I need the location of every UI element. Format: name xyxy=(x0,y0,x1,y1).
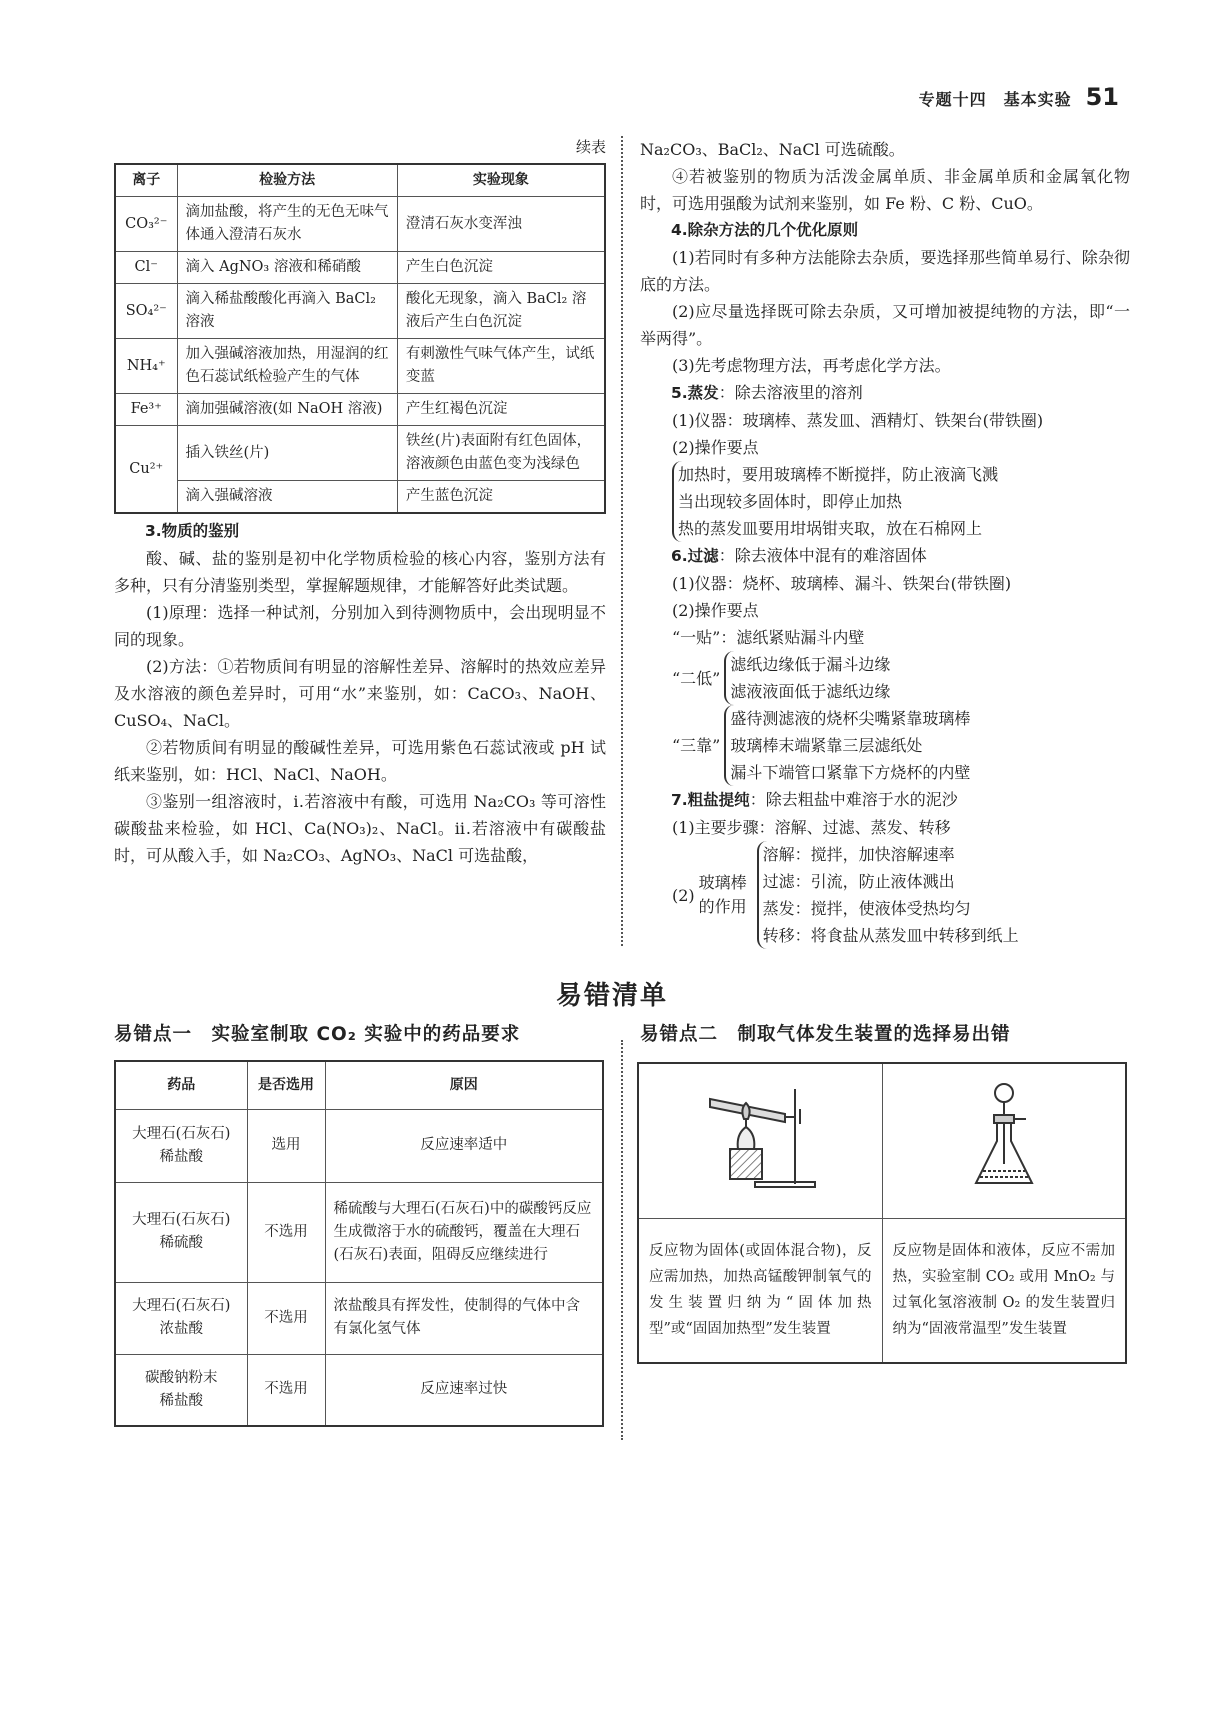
method-cell: 滴入 AgNO₃ 溶液和稀硝酸 xyxy=(177,252,397,284)
solid-liquid-description: 反应物是固体和液体，反应不需加热，实验室制 CO₂ 或用 MnO₂ 与过氧化氢溶液制 O₂ 的发生装置归纳为“固液常温型”发生装置 xyxy=(882,1218,1126,1363)
paragraph: (2)操作要点 xyxy=(672,438,759,457)
table-header-row xyxy=(115,164,605,197)
section-heading xyxy=(640,786,1130,814)
reason-cell: 浓盐酸具有挥发性，使制得的气体中含有氯化氢气体 xyxy=(325,1282,603,1354)
table-row xyxy=(115,1354,603,1426)
solid-liquid-apparatus-cell xyxy=(882,1063,1126,1218)
brace-group xyxy=(640,651,1130,705)
ion-cell: Cu²⁺ xyxy=(115,426,177,514)
use-cell: 选用 xyxy=(247,1109,325,1182)
heading-label: 6.过滤 xyxy=(671,547,719,565)
reason-cell: 反应速率适中 xyxy=(325,1109,603,1182)
ion-cell: Fe³⁺ xyxy=(115,394,177,426)
brace-item: 蒸发：搅拌，使液体受热均匀 xyxy=(762,899,971,918)
left-column xyxy=(114,136,606,869)
heading-text: ：除去粗盐中难溶于水的泥沙 xyxy=(749,790,958,809)
image-row xyxy=(638,1063,1126,1218)
section-title: 易错清单 xyxy=(555,981,668,1011)
paragraph: (2)操作要点 xyxy=(672,601,759,620)
page-number: 51 xyxy=(1085,83,1119,111)
header-result: 实验现象 xyxy=(397,164,605,197)
paragraph: ④若被鉴别的物质为活泼金属单质、非金属单质和金属氧化物时，可选用强酸为试剂来鉴别，如 Fe 粉、C 粉、CuO。 xyxy=(640,167,1130,213)
brace-item: 加热时，要用玻璃棒不断搅拌，防止液滴飞溅 xyxy=(678,465,999,484)
drug-cell: 碳酸钠粉末 稀盐酸 xyxy=(115,1354,247,1426)
paragraph: (1)仪器：玻璃棒、蒸发皿、酒精灯、铁架台(带铁圈) xyxy=(672,411,1044,430)
brace-item: 玻璃棒末端紧靠三层滤纸处 xyxy=(730,736,923,755)
topic-title: 专题十四 基本实验 xyxy=(918,90,1072,109)
paragraph: (2)方法：①若物质间有明显的溶解性差异、溶解时的热效应差异及水溶液的颜色差异时，可用“水”来鉴别，如：CaCO₃、NaOH、CuSO₄、NaCl。 xyxy=(114,657,606,730)
paragraph: (1)主要步骤：溶解、过滤、蒸发、转移 xyxy=(672,818,951,837)
paragraph: 酸、碱、盐的鉴别是初中化学物质检验的核心内容，鉴别方法有多种，只有分清鉴别类型，掌握解题规律，才能解答好此类试题。 xyxy=(114,549,606,595)
result-cell: 酸化无现象，滴入 BaCl₂ 溶液后产生白色沉淀 xyxy=(397,284,605,339)
heading-label: 7.粗盐提纯 xyxy=(671,791,750,809)
brace-item: 当出现较多固体时，即停止加热 xyxy=(678,492,903,511)
continued-label: 续表 xyxy=(575,138,606,156)
solid-liquid-apparatus-icon xyxy=(964,1079,1044,1199)
paragraph: ②若物质间有明显的酸碱性差异，可选用紫色石蕊试液或 pH 试纸来鉴别，如：HCl、NaCl、NaOH。 xyxy=(114,738,606,784)
table-row xyxy=(115,197,605,252)
error-point-1-title: 易错点一 实验室制取 CO₂ 实验中的药品要求 xyxy=(114,1024,521,1045)
result-cell: 有刺激性气味气体产生，试纸变蓝 xyxy=(397,339,605,394)
drug-cell: 大理石(石灰石) 稀盐酸 xyxy=(115,1109,247,1182)
table-row xyxy=(115,1182,603,1282)
column-divider xyxy=(621,1040,623,1440)
ion-cell: CO₃²⁻ xyxy=(115,197,177,252)
reason-cell: 稀硫酸与大理石(石灰石)中的碳酸钙反应生成微溶于水的硫酸钙，覆盖在大理石(石灰石)表面，阻碍反应继续进行 xyxy=(325,1182,603,1282)
drug-cell: 大理石(石灰石) 稀硫酸 xyxy=(115,1182,247,1282)
table-row xyxy=(115,1109,603,1182)
page-header xyxy=(919,83,1119,111)
method-cell: 滴加强碱溶液(如 NaOH 溶液) xyxy=(177,394,397,426)
ion-test-table xyxy=(114,163,606,514)
table-row xyxy=(115,1282,603,1354)
method-cell: 滴入强碱溶液 xyxy=(177,481,397,514)
right-column xyxy=(640,136,1130,949)
ion-cell: SO₄²⁻ xyxy=(115,284,177,339)
brace-number: (2) xyxy=(672,885,695,905)
section-heading xyxy=(640,542,1130,570)
brace-item: 过滤：引流，防止液体溅出 xyxy=(762,872,955,891)
result-cell: 澄清石灰水变浑浊 xyxy=(397,197,605,252)
paragraph: (1)仪器：烧杯、玻璃棒、漏斗、铁架台(带铁圈) xyxy=(672,574,1012,593)
result-cell: 产生白色沉淀 xyxy=(397,252,605,284)
reason-cell: 反应速率过快 xyxy=(325,1354,603,1426)
paragraph: (2)应尽量选择既可除去杂质，又可增加被提纯物的方法，即“一举两得”。 xyxy=(640,302,1130,348)
method-cell: 插入铁丝(片) xyxy=(177,426,397,481)
solid-heating-apparatus-icon xyxy=(700,1079,820,1199)
table-header-row xyxy=(115,1061,603,1109)
use-cell: 不选用 xyxy=(247,1354,325,1426)
table-row xyxy=(115,339,605,394)
heading-text: ：除去溶液里的溶剂 xyxy=(718,383,863,402)
brace-item: 热的蒸发皿要用坩埚钳夹取，放在石棉网上 xyxy=(678,519,983,538)
solid-heating-description: 反应物为固体(或固体混合物)，反应需加热，加热高锰酸钾制氧气的发生装置归纳为“固体加热型”或“固固加热型”发生装置 xyxy=(638,1218,882,1363)
paragraph: (1)原理：选择一种试剂，分别加入到待测物质中，会出现明显不同的现象。 xyxy=(114,603,606,649)
text-row xyxy=(638,1218,1126,1363)
use-cell: 不选用 xyxy=(247,1282,325,1354)
heading-text: ：除去液体中混有的难溶固体 xyxy=(718,546,927,565)
drug-cell: 大理石(石灰石) 浓盐酸 xyxy=(115,1282,247,1354)
brace-item: 盛待测滤液的烧杯尖嘴紧靠玻璃棒 xyxy=(730,709,971,728)
paragraph: Na₂CO₃、BaCl₂、NaCl 可选硫酸。 xyxy=(640,140,905,159)
brace-item: 滤液液面低于滤纸边缘 xyxy=(730,682,891,701)
table-row xyxy=(115,252,605,284)
paragraph: “一贴”：滤纸紧贴漏斗内壁 xyxy=(672,628,865,647)
table-row xyxy=(115,426,605,481)
header-reason: 原因 xyxy=(325,1061,603,1109)
result-cell: 铁丝(片)表面附有红色固体，溶液颜色由蓝色变为浅绿色 xyxy=(397,426,605,481)
method-cell: 滴加盐酸，将产生的无色无味气体通入澄清石灰水 xyxy=(177,197,397,252)
brace-item: 溶解：搅拌，加快溶解速率 xyxy=(762,845,955,864)
brace-item: 滤纸边缘低于漏斗边缘 xyxy=(730,655,891,674)
header-ion: 离子 xyxy=(115,164,177,197)
solid-heating-apparatus-cell xyxy=(638,1063,882,1218)
brace-label: “三靠” xyxy=(672,736,721,755)
brace-item: 转移：将食盐从蒸发皿中转移到纸上 xyxy=(762,926,1019,945)
result-cell: 产生蓝色沉淀 xyxy=(397,481,605,514)
header-use: 是否选用 xyxy=(247,1061,325,1109)
method-cell: 加入强碱溶液加热，用湿润的红色石蕊试纸检验产生的气体 xyxy=(177,339,397,394)
table-row xyxy=(115,284,605,339)
brace-label: “二低” xyxy=(672,668,721,688)
brace-group xyxy=(640,705,1130,786)
table-row xyxy=(115,394,605,426)
paragraph: (3)先考虑物理方法，再考虑化学方法。 xyxy=(672,356,951,375)
gas-apparatus-table xyxy=(637,1062,1127,1364)
brace-label: 玻璃棒的作用 xyxy=(698,873,747,916)
result-cell: 产生红褐色沉淀 xyxy=(397,394,605,426)
brace-item: 漏斗下端管口紧靠下方烧杯的内壁 xyxy=(730,763,971,782)
co2-reagent-table xyxy=(114,1060,604,1427)
section-heading: 3.物质的鉴别 xyxy=(145,522,240,540)
table-row xyxy=(115,481,605,514)
use-cell: 不选用 xyxy=(247,1182,325,1282)
method-cell: 滴入稀盐酸酸化再滴入 BaCl₂ 溶液 xyxy=(177,284,397,339)
column-divider xyxy=(621,136,623,946)
heading-label: 5.蒸发 xyxy=(671,384,719,402)
ion-cell: Cl⁻ xyxy=(115,252,177,284)
brace-group xyxy=(640,841,1130,949)
error-point-2-title: 易错点二 制取气体发生装置的选择易出错 xyxy=(640,1024,1011,1045)
section-heading: 4.除杂方法的几个优化原则 xyxy=(671,221,859,239)
brace-group xyxy=(640,461,1130,542)
header-drug: 药品 xyxy=(115,1061,247,1109)
ion-cell: NH₄⁺ xyxy=(115,339,177,394)
section-heading xyxy=(640,379,1130,407)
paragraph: (1)若同时有多种方法能除去杂质，要选择那些简单易行、除杂彻底的方法。 xyxy=(640,248,1130,294)
header-method: 检验方法 xyxy=(177,164,397,197)
paragraph: ③鉴别一组溶液时，ⅰ.若溶液中有酸，可选用 Na₂CO₃ 等可溶性碳酸盐来检验，如 HCl、Ca(NO₃)₂、NaCl。ⅱ.若溶液中有碳酸盐时，可从酸入手，如 Na₂CO₃、AgNO₃、NaCl 可选盐酸， xyxy=(114,792,606,865)
